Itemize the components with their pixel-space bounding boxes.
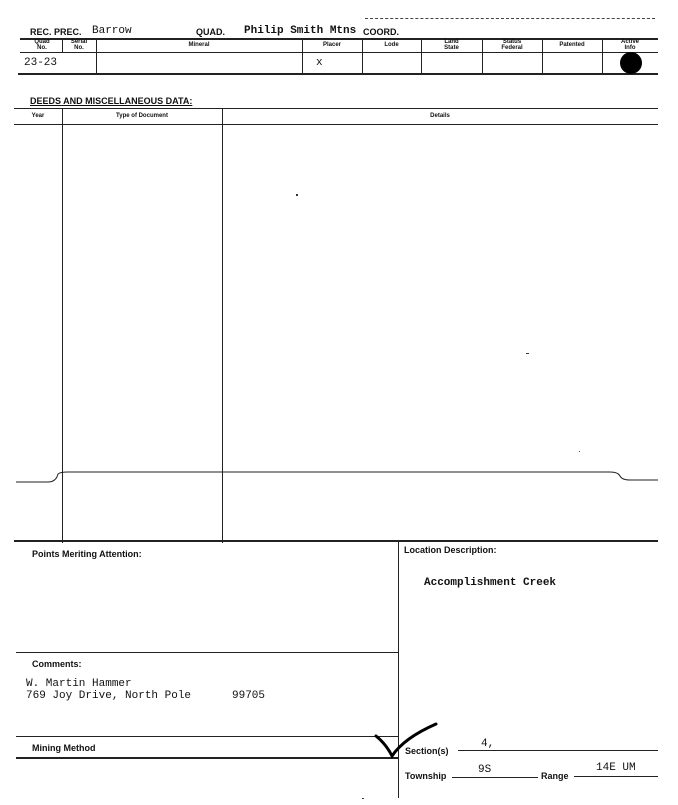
location-description-label: Location Description: xyxy=(404,545,497,555)
header-dashed-line xyxy=(365,18,655,19)
col-lode: Lode xyxy=(384,42,399,48)
quad-value: Philip Smith Mtns xyxy=(244,25,357,37)
col-quad-no: Quad No. xyxy=(34,39,50,51)
col-status-federal: Status Federal xyxy=(501,39,523,51)
col-year: Year xyxy=(31,113,45,119)
range-label: Range xyxy=(541,771,569,781)
comments-line-1: W. Martin Hammer xyxy=(26,678,132,690)
speck xyxy=(526,353,529,354)
col-mineral: Mineral xyxy=(188,42,210,48)
township-label: Township xyxy=(405,771,447,781)
rec-prec-label: REC. PREC. xyxy=(30,27,82,37)
quad-no-value: 23-23 xyxy=(24,57,58,69)
rec-prec-value: Barrow xyxy=(92,25,132,37)
township-value: 9S xyxy=(478,764,492,776)
col-patented: Patented xyxy=(559,42,585,48)
page-join-line xyxy=(0,462,678,492)
punch-hole xyxy=(620,52,642,74)
col-active-info: Active Info xyxy=(620,39,639,51)
comments-label: Comments: xyxy=(32,659,82,669)
section-label: Section(s) xyxy=(405,746,449,756)
speck xyxy=(296,194,298,196)
speck xyxy=(362,798,364,799)
speck xyxy=(579,451,580,452)
location-description-value: Accomplishment Creek xyxy=(424,577,557,589)
coord-label: COORD. xyxy=(363,27,399,37)
col-land-state: Land State xyxy=(444,39,459,51)
mining-method-label: Mining Method xyxy=(32,743,96,753)
col-type-of-document: Type of Document xyxy=(116,113,168,119)
col-details: Details xyxy=(430,113,450,119)
points-meriting-attention-label: Points Meriting Attention: xyxy=(32,549,142,559)
section-value: 4, xyxy=(481,738,495,750)
placer-value: x xyxy=(316,57,323,69)
quad-label: QUAD. xyxy=(196,27,225,37)
deeds-section-title: DEEDS AND MISCELLANEOUS DATA: xyxy=(30,96,193,106)
comments-line-2: 769 Joy Drive, North Pole xyxy=(26,690,192,702)
comments-zip: 99705 xyxy=(232,690,266,702)
col-serial-no: Serial No. xyxy=(70,39,88,51)
col-placer: Placer xyxy=(322,42,341,48)
range-value: 14E UM xyxy=(596,762,636,774)
